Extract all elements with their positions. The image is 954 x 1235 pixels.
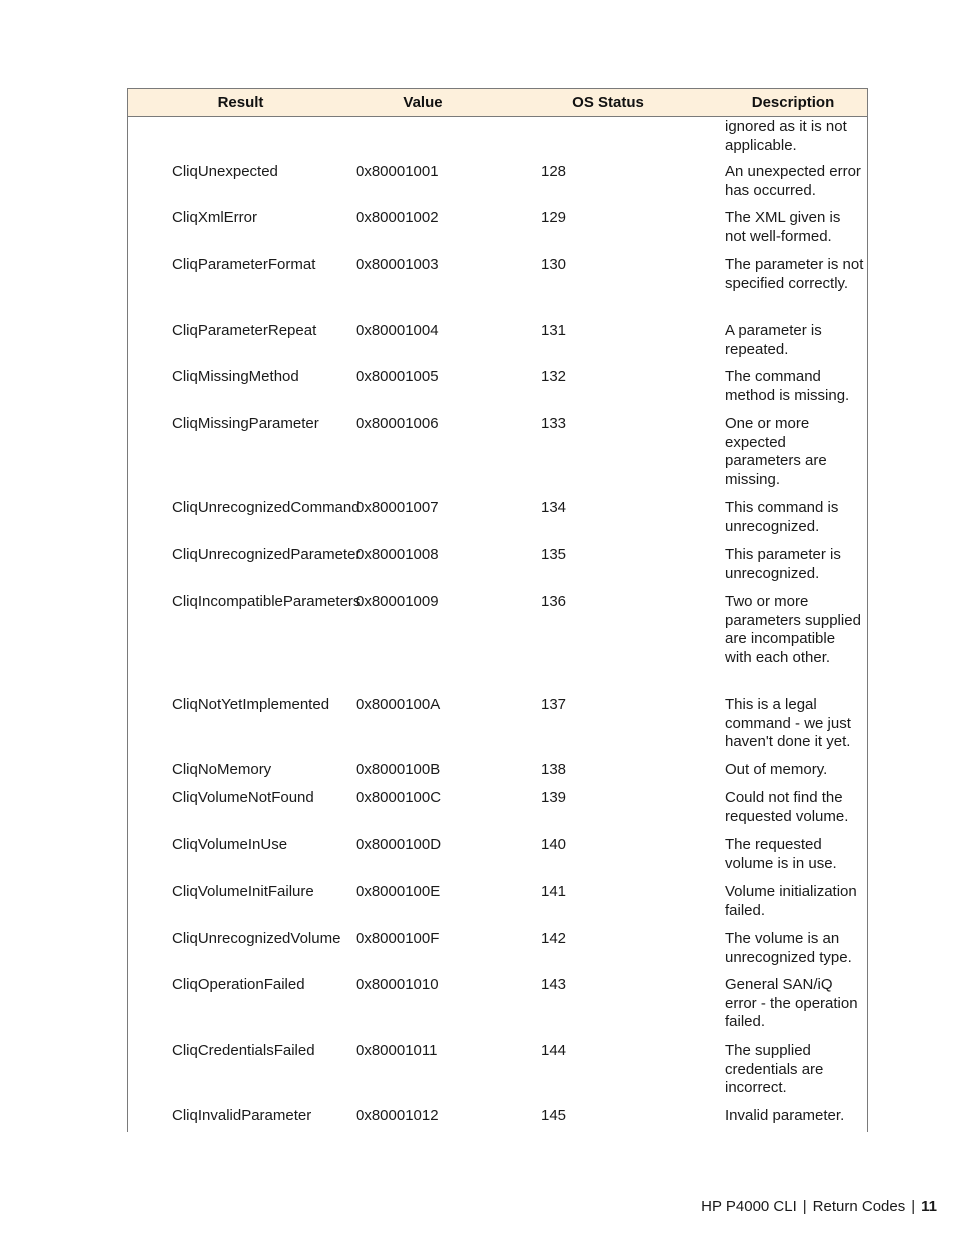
description-cell: Two or more parameters supplied are incompatible with each other. <box>725 593 861 667</box>
footer-page-number: 11 <box>921 1198 937 1215</box>
value-cell: 0x80001012 <box>356 1107 439 1124</box>
value-cell: 0x8000100F <box>356 930 440 947</box>
description-cell: Volume initialization failed. <box>725 883 857 919</box>
description-cell: This parameter is unrecognized. <box>725 546 841 582</box>
result-cell: CliqCredentialsFailed <box>172 1042 315 1059</box>
result-cell: CliqIncompatibleParameters <box>172 593 361 610</box>
os-status-cell: 134 <box>541 499 567 516</box>
description-cell: The parameter is not specified correctly. <box>725 256 864 292</box>
page-footer <box>701 1198 937 1215</box>
footer-section: Return Codes <box>812 1198 906 1215</box>
result-cell: CliqXmlError <box>172 209 258 226</box>
result-cell: CliqVolumeNotFound <box>172 789 314 806</box>
os-status-cell: 139 <box>541 789 567 806</box>
footer-separator: | <box>911 1198 916 1215</box>
value-cell: 0x8000100A <box>356 696 441 713</box>
result-cell: CliqMissingParameter <box>172 415 319 432</box>
result-cell: CliqMissingMethod <box>172 368 299 385</box>
result-cell: CliqOperationFailed <box>172 976 305 993</box>
os-status-cell: 129 <box>541 209 567 226</box>
os-status-cell: 142 <box>541 930 567 947</box>
continued-description: ignored as it is not applicable. <box>725 118 847 154</box>
os-status-cell: 128 <box>541 163 567 180</box>
value-cell: 0x80001004 <box>356 322 439 339</box>
footer-doc-title: HP P4000 CLI <box>701 1198 797 1215</box>
result-cell: CliqVolumeInitFailure <box>172 883 314 900</box>
value-cell: 0x80001006 <box>356 415 439 432</box>
os-status-cell: 132 <box>541 368 567 385</box>
description-cell: Could not find the requested volume. <box>725 789 849 825</box>
result-cell: CliqParameterRepeat <box>172 322 317 339</box>
value-cell: 0x80001009 <box>356 593 439 610</box>
description-cell: The requested volume is in use. <box>725 836 837 872</box>
value-cell: 0x80001010 <box>356 976 439 993</box>
os-status-cell: 138 <box>541 761 567 778</box>
description-cell: The command method is missing. <box>725 368 850 404</box>
description-cell: The volume is an unrecognized type. <box>725 930 852 966</box>
header-os-status: OS Status <box>572 94 644 111</box>
value-cell: 0x80001008 <box>356 546 439 563</box>
result-cell: CliqParameterFormat <box>172 256 316 273</box>
os-status-cell: 141 <box>541 883 567 900</box>
value-cell: 0x80001001 <box>356 163 439 180</box>
description-cell: Invalid parameter. <box>725 1107 845 1124</box>
result-cell: CliqUnrecognizedParameter <box>172 546 361 563</box>
os-status-cell: 136 <box>541 593 567 610</box>
value-cell: 0x8000100C <box>356 789 442 806</box>
description-cell: The XML given is not well-formed. <box>725 209 841 245</box>
description-cell: A parameter is repeated. <box>725 322 822 358</box>
result-cell: CliqUnrecognizedVolume <box>172 930 341 947</box>
os-status-cell: 145 <box>541 1107 567 1124</box>
header-result: Result <box>217 94 264 111</box>
value-cell: 0x8000100B <box>356 761 441 778</box>
value-cell: 0x80001007 <box>356 499 439 516</box>
value-cell: 0x8000100E <box>356 883 441 900</box>
result-cell: CliqVolumeInUse <box>172 836 288 853</box>
result-cell: CliqNotYetImplemented <box>172 696 330 713</box>
footer-separator: | <box>802 1198 807 1215</box>
os-status-cell: 130 <box>541 256 567 273</box>
result-cell: CliqUnrecognizedCommand <box>172 499 360 516</box>
value-cell: 0x80001005 <box>356 368 439 385</box>
header-description: Description <box>751 94 835 111</box>
result-cell: CliqInvalidParameter <box>172 1107 312 1124</box>
value-cell: 0x80001003 <box>356 256 439 273</box>
value-cell: 0x8000100D <box>356 836 442 853</box>
description-cell: The supplied credentials are incorrect. <box>725 1042 824 1097</box>
description-cell: General SAN/iQ error - the operation failed. <box>725 976 858 1031</box>
os-status-cell: 143 <box>541 976 567 993</box>
description-cell: This command is unrecognized. <box>725 499 839 535</box>
value-cell: 0x80001002 <box>356 209 439 226</box>
result-cell: CliqUnexpected <box>172 163 278 180</box>
os-status-cell: 131 <box>541 322 567 339</box>
table-header <box>128 88 867 117</box>
description-cell: An unexpected error has occurred. <box>725 163 861 199</box>
os-status-cell: 137 <box>541 696 567 713</box>
description-cell: One or more expected parameters are missing. <box>725 415 827 489</box>
value-cell: 0x80001011 <box>356 1042 438 1059</box>
header-value: Value <box>403 94 443 111</box>
description-cell: This is a legal command - we just haven't done it yet. <box>725 696 851 751</box>
os-status-cell: 135 <box>541 546 567 563</box>
description-cell: Out of memory. <box>725 761 828 778</box>
result-cell: CliqNoMemory <box>172 761 272 778</box>
os-status-cell: 140 <box>541 836 567 853</box>
os-status-cell: 133 <box>541 415 567 432</box>
return-codes-table <box>127 88 868 1132</box>
os-status-cell: 144 <box>541 1042 567 1059</box>
